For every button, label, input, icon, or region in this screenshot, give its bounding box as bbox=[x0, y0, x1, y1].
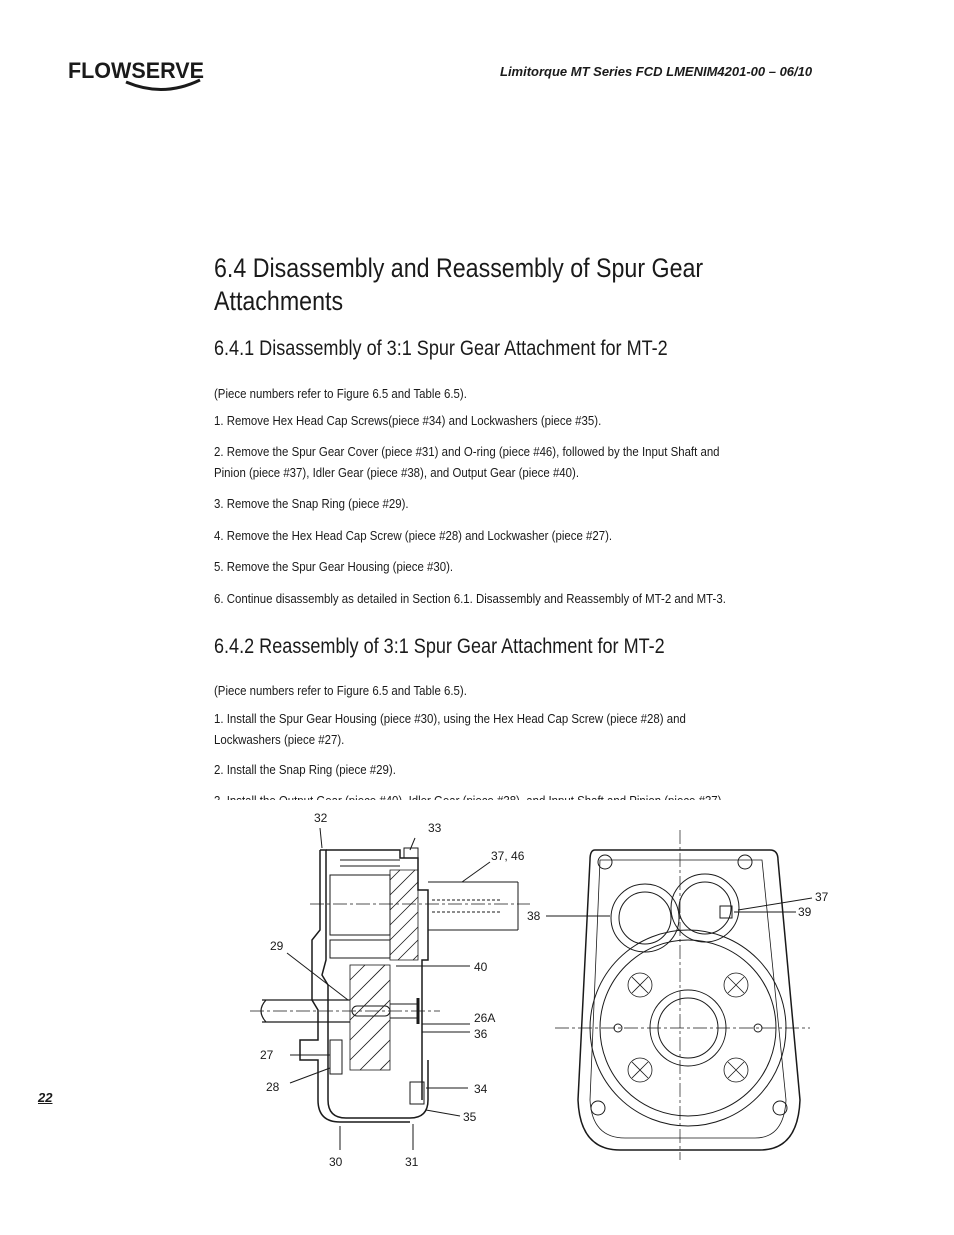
label-36: 36 bbox=[474, 1027, 488, 1041]
spur-gear-figure bbox=[200, 800, 840, 1180]
reassembly-step-1b: Lockwashers (piece #27). bbox=[214, 732, 345, 747]
label-40: 40 bbox=[474, 960, 488, 974]
reassembly-heading: 6.4.2 Reassembly of 3:1 Spur Gear Attachment for MT-2 bbox=[214, 635, 665, 658]
label-35: 35 bbox=[463, 1110, 477, 1124]
disassembly-step-1: 1. Remove Hex Head Cap Screws(piece #34) and Lockwashers (piece #35). bbox=[214, 413, 602, 428]
label-38: 38 bbox=[527, 909, 541, 923]
disassembly-step-3: 3. Remove the Snap Ring (piece #29). bbox=[214, 496, 409, 511]
section-title-line2: Attachments bbox=[214, 286, 344, 316]
disassembly-heading: 6.4.1 Disassembly of 3:1 Spur Gear Attachment for MT-2 bbox=[214, 337, 668, 360]
label-37-46: 37, 46 bbox=[491, 849, 525, 863]
label-33: 33 bbox=[428, 821, 442, 835]
reassembly-intro: (Piece numbers refer to Figure 6.5 and Table 6.5). bbox=[214, 683, 467, 698]
reassembly-step-2: 2. Install the Snap Ring (piece #29). bbox=[214, 762, 396, 777]
label-32: 32 bbox=[314, 811, 328, 825]
label-39: 39 bbox=[798, 905, 812, 919]
reassembly-step-3-clipped bbox=[214, 790, 834, 800]
end-view-drawing bbox=[546, 830, 812, 1160]
disassembly-step-5: 5. Remove the Spur Gear Housing (piece #30). bbox=[214, 559, 454, 574]
label-29: 29 bbox=[270, 939, 284, 953]
label-28: 28 bbox=[266, 1080, 280, 1094]
reassembly-step-1a: 1. Install the Spur Gear Housing (piece #30), using the Hex Head Cap Screw (piece #28) and bbox=[214, 711, 686, 726]
label-30: 30 bbox=[329, 1155, 343, 1169]
page-number: 22 bbox=[38, 1090, 53, 1105]
logo-text: FLOWSERVE bbox=[68, 58, 204, 83]
section-title-line1: 6.4 Disassembly and Reassembly of Spur Gear bbox=[214, 253, 704, 283]
disassembly-step-2a: 2. Remove the Spur Gear Cover (piece #31) and O-ring (piece #46), followed by the Input Shaft and bbox=[214, 444, 720, 459]
disassembly-step-4: 4. Remove the Hex Head Cap Screw (piece #28) and Lockwasher (piece #27). bbox=[214, 528, 613, 543]
section-title bbox=[214, 252, 730, 318]
disassembly-intro: (Piece numbers refer to Figure 6.5 and Table 6.5). bbox=[214, 386, 467, 401]
section-view-drawing bbox=[250, 828, 530, 1150]
disassembly-step-6: 6. Continue disassembly as detailed in Section 6.1. Disassembly and Reassembly of MT-2 and MT-3. bbox=[214, 591, 726, 606]
label-31: 31 bbox=[405, 1155, 419, 1169]
label-26a: 26A bbox=[474, 1011, 496, 1025]
label-34: 34 bbox=[474, 1082, 488, 1096]
disassembly-step-2b: Pinion (piece #37), Idler Gear (piece #38), and Output Gear (piece #40). bbox=[214, 465, 580, 480]
label-37: 37 bbox=[815, 890, 829, 904]
label-27: 27 bbox=[260, 1048, 274, 1062]
document-reference: Limitorque MT Series FCD LMENIM4201-00 – 06/10 bbox=[500, 64, 813, 79]
flowserve-logo bbox=[68, 56, 208, 96]
